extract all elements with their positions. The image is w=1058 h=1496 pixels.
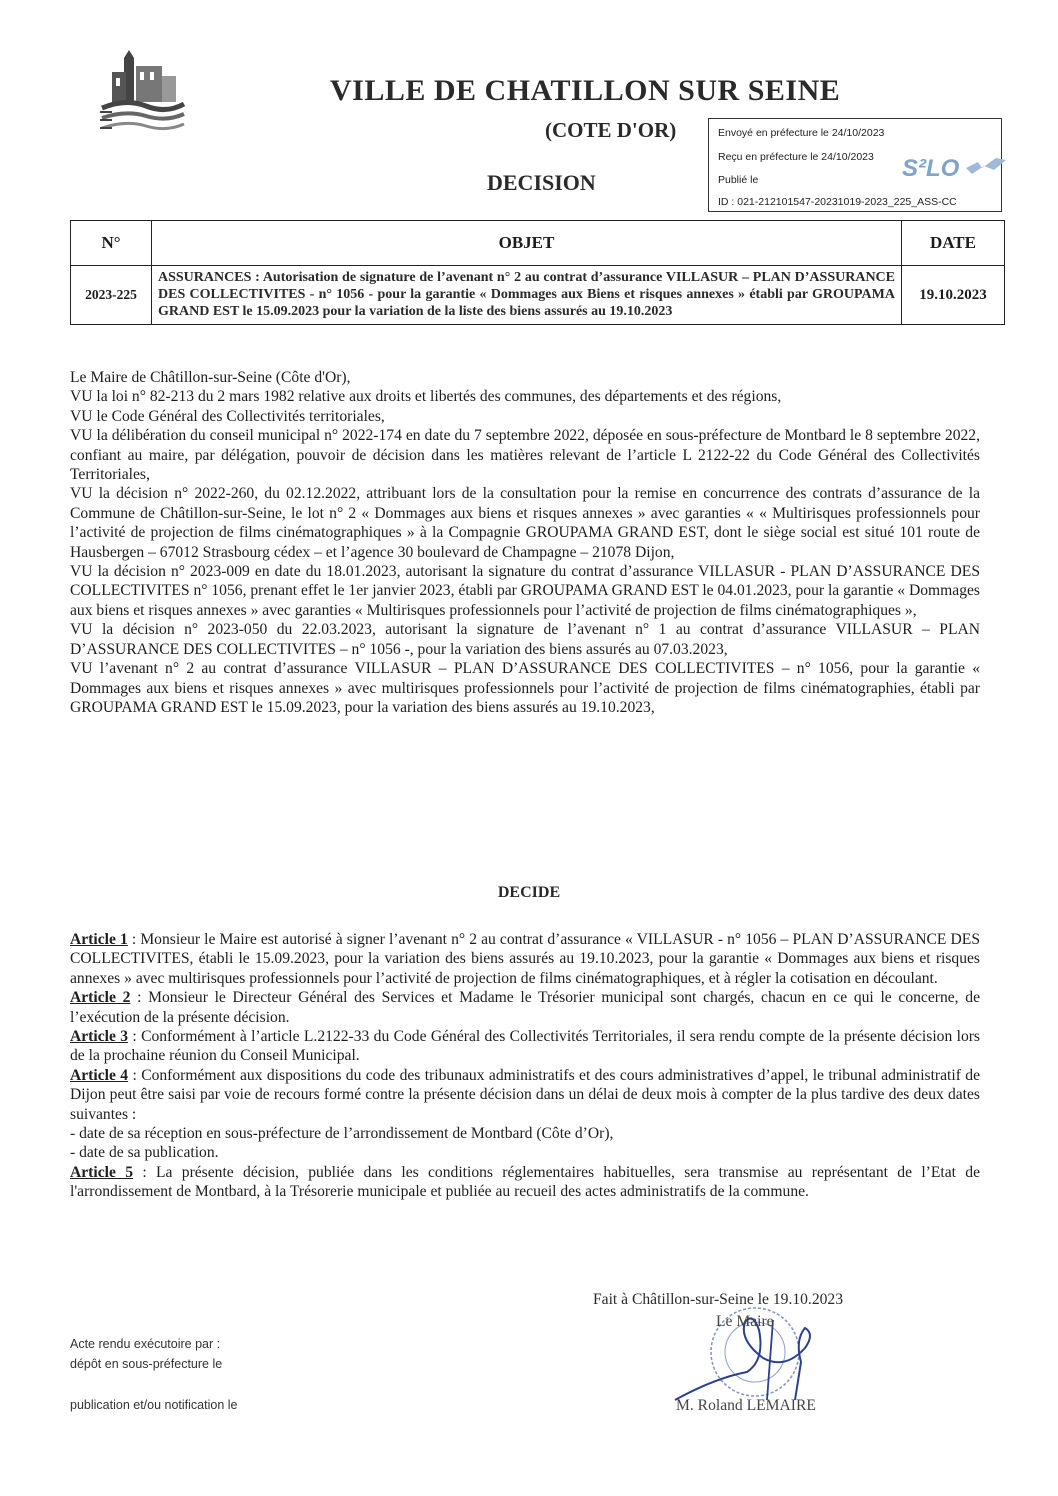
article-text: Monsieur le Directeur Général des Services et Madame le Trésorier municipal sont chargés, chacun en ce qui le concerne, de l’exécution de la présente décision. (70, 989, 980, 1026)
s2low-logo (900, 150, 1010, 186)
article-4-item-2: - date de sa publication. (70, 1144, 219, 1162)
decide-heading: DECIDE (497, 884, 561, 901)
signature-place-date: Fait à Châtillon-sur-Seine le 19.10.2023 (593, 1291, 844, 1308)
article-label: Article 5 (70, 1163, 134, 1181)
decision-date: 19.10.2023 (902, 266, 1005, 325)
stamp-id: ID : 021-212101547-20231019-2023_225_ASS-CC (718, 196, 957, 208)
header-objet: OBJET (152, 221, 902, 266)
signer-name: M. Roland LEMAIRE (676, 1397, 816, 1414)
visa-loi: VU la loi n° 82-213 du 2 mars 1982 relative aux droits et libertés des communes, des départements et des régions, (70, 388, 782, 406)
article-3: Article 3 : Conformément à l’article L.2122-33 du Code Général des Collectivités Territoriales, il sera rendu compte de la présente décision lors de la prochaine réunion du Conseil Municipal. (70, 1028, 980, 1065)
stamp-sent: Envoyé en préfecture le 24/10/2023 (718, 127, 885, 139)
header-numero: N° (71, 221, 152, 266)
visa-decision-2023-009: VU la décision n° 2023-009 en date du 18.01.2023, autorisant la signature du contrat d’assurance VILLASUR - PLAN D’ASSURANCE DES COLLECTIVITES n° 1056, prenant effet le 1er janvier 2023, établi par GROUPAMA GRAND EST le 04.01.2023, pour la garantie « Dommages aux biens et risques annexes » avec garanties « Multirisques professionnels pour l’activité de projection de films cinématographiques », (70, 563, 980, 619)
article-4-item-1: - date de sa réception en sous-préfecture de l’arrondissement de Montbard (Côte d’Or), (70, 1125, 614, 1143)
department: (COTE D'OR) (545, 118, 677, 142)
articles-section (70, 930, 980, 1202)
article-label: Article 3 (70, 1028, 129, 1046)
article-label: Article 1 (70, 931, 128, 948)
visa-maire: Le Maire de Châtillon-sur-Seine (Côte d'Or), (70, 369, 351, 386)
visa-cgct: VU le Code Général des Collectivités territoriales, (70, 407, 385, 425)
decision-table (70, 220, 1005, 325)
footer-depot: dépôt en sous-préfecture le (70, 1357, 223, 1371)
article-label: Article 4 (70, 1066, 129, 1084)
article-1: Article 1 : Monsieur le Maire est autorisé à signer l’avenant n° 2 au contrat d’assurance « VILLASUR - n° 1056 – PLAN D’ASSURANCE DES COLLECTIVITES, établi le 15.09.2023, pour la variation des biens assurés au 19.10.2023, pour la garantie « Dommages aux biens et risques annexes » avec multirisques professionnels pour l’activité de projection de films cinématographiques, et à régler la cotisation en découlant. (70, 931, 980, 987)
footer-publication: publication et/ou notification le (70, 1398, 238, 1412)
visa-deliberation: VU la délibération du conseil municipal n° 2022-174 en date du 7 septembre 2022, déposée en sous-préfecture de Montbard le 8 septembre 2022, confiant au maire, par délégation, pouvoir de décision dans les matières relevant de l’article L 2122-22 du Code Général des Collectivités Territoriales, (70, 427, 980, 484)
visas-section (70, 368, 980, 717)
visa-avenant-2: VU l’avenant n° 2 au contrat d’assurance VILLASUR – PLAN D’ASSURANCE DES COLLECTIVITES – n° 1056, pour la garantie « Dommages aux biens et risques annexes » avec multirisques professionnels pour l’activité de projection de films cinématographies, établi par GROUPAMA GRAND EST le 15.09.2023, pour la variation des biens assurés au 19.10.2023, (70, 660, 980, 716)
article-4: Article 4 : Conformément aux dispositions du code des tribunaux administratifs et des cours administratives d’appel, le tribunal administratif de Dijon peut être saisi par voie de recours formé contre la présente décision dans un délai de deux mois à compter de la plus tardive des deux dates suivantes : (70, 1066, 981, 1123)
decision-number: 2023-225 (71, 266, 152, 325)
article-text: La présente décision, publiée dans les conditions réglementaires habituelles, sera transmise au représentant de l’Etat de l'arrondissement de Montbard, à la Trésorerie municipale et publiée au recueil des actes administratifs de la commune. (70, 1163, 980, 1201)
article-text: Conformément à l’article L.2122-33 du Code Général des Collectivités Territoriales, il sera rendu compte de la présente décision lors de la prochaine réunion du Conseil Municipal. (70, 1028, 980, 1065)
decision-object: ASSURANCES : Autorisation de signature de l’avenant n° 2 au contrat d’assurance VILLASUR – PLAN D’ASSURANCE DES COLLECTIVITES - n° 1056 - pour la garantie « Dommages aux Biens et risques annexes » établi par GROUPAMA GRAND EST le 15.09.2023 pour la variation de la liste des biens assurés au 19.10.2023 (152, 266, 902, 325)
article-5: Article 5 : La présente décision, publiée dans les conditions réglementaires habituelles, sera transmise au représentant de l’Etat de l'arrondissement de Montbard, à la Trésorerie municipale et publiée au recueil des actes administratifs de la commune. (70, 1163, 980, 1201)
visa-decision-2023-050: VU la décision n° 2023-050 du 22.03.2023, autorisant la signature de l’avenant n° 1 au contrat d’assurance VILLASUR – PLAN D’ASSURANCE DES COLLECTIVITES – n° 1056 -, pour la variation des biens assurés au 07.03.2023, (70, 621, 980, 658)
article-text: Monsieur le Maire est autorisé à signer l’avenant n° 2 au contrat d’assurance « VILLASUR - n° 1056 – PLAN D’ASSURANCE DES COLLECTIVITES, établi le 15.09.2023, pour la variation des biens assurés au 19.10.2023, pour la garantie « Dommages aux biens et risques annexes » avec multirisques professionnels pour l’activité de projection de films cinématographiques, et à régler la cotisation en découlant. (70, 931, 980, 987)
stamp-published: Publié le (718, 174, 759, 186)
visa-decision-2022-260: VU la décision n° 2022-260, du 02.12.2022, attribuant lors de la consultation pour la remise en concurrence des contrats d’assurance de la Commune de Châtillon-sur-Seine, le lot n° 2 « Dommages aux biens et risques annexes » avec garanties « « Multirisques professionnels pour l’activité de projection de films cinématographiques » à la Compagnie GROUPAMA GRAND EST, dont le siège social est situé 101 route de Hausbergen – 67012 Strasbourg cédex – et l’agence 30 boulevard de Champagne – 21078 Dijon, (70, 485, 980, 561)
city-name: VILLE DE CHATILLON SUR SEINE (330, 74, 841, 107)
article-2: Article 2 : Monsieur le Directeur Général des Services et Madame le Trésorier municipal sont chargés, chacun en ce qui le concerne, de l’exécution de la présente décision. (70, 989, 980, 1026)
header-date: DATE (902, 221, 1005, 266)
document-title: DECISION (487, 170, 596, 195)
city-logo (96, 48, 188, 140)
svg-text:S²LO: S²LO (902, 155, 960, 182)
article-label: Article 2 (70, 989, 131, 1007)
stamp-received: Reçu en préfecture le 24/10/2023 (718, 151, 874, 163)
footer-acte: Acte rendu exécutoire par : (70, 1337, 221, 1351)
article-text: Conformément aux dispositions du code des tribunaux administratifs et des cours administratives d’appel, le tribunal administratif de Dijon peut être saisi par voie de recours formé contre la présente décision dans un délai de deux mois à compter de la plus tardive des deux dates suivantes : (70, 1066, 981, 1123)
signer-title: Le Maire (716, 1313, 774, 1330)
